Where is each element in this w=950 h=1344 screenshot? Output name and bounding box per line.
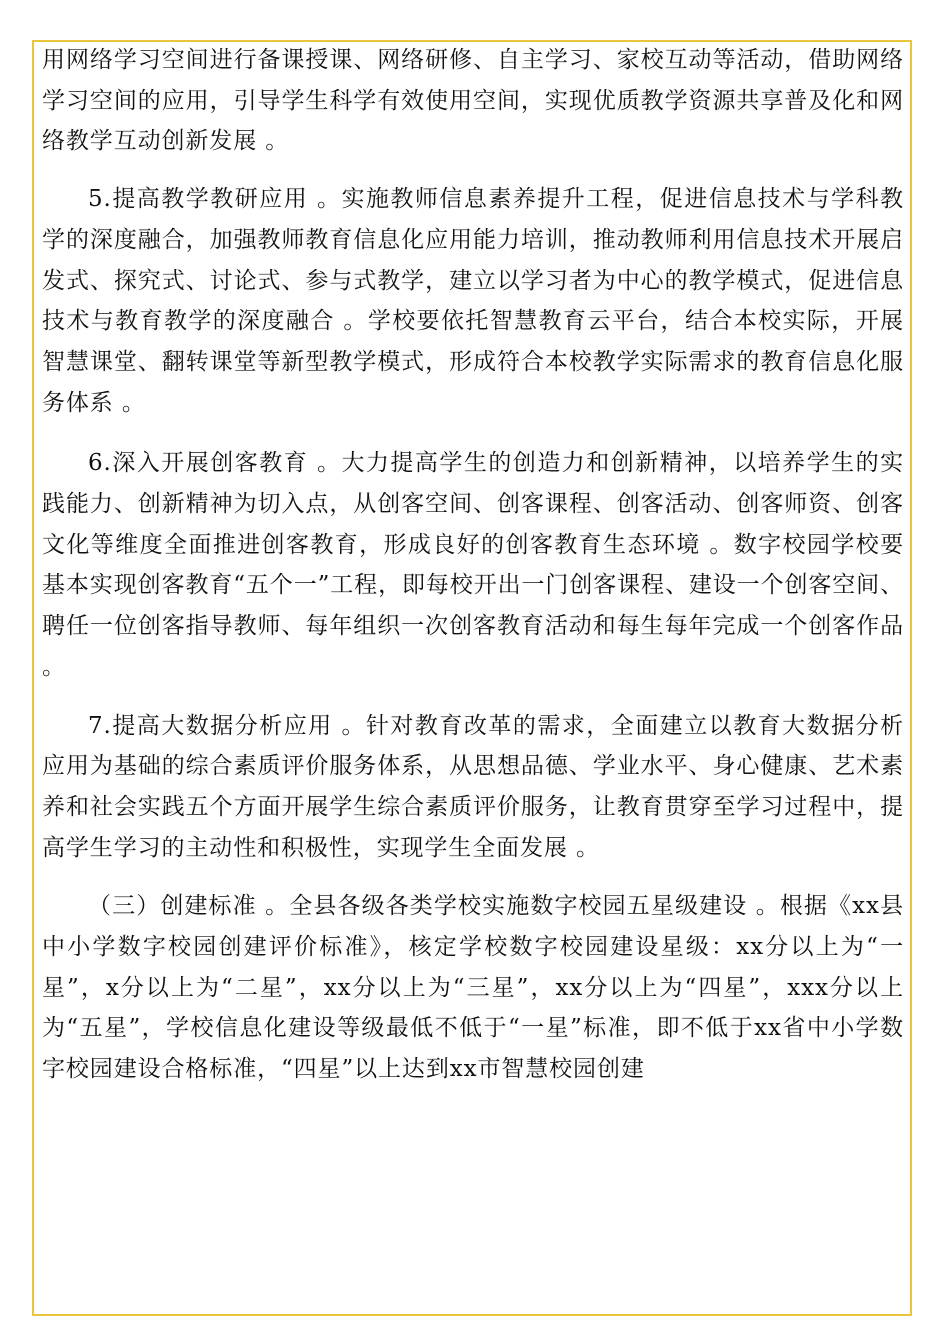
paragraph-3-standards: （三）创建标准 。全县各级各类学校实施数字校园五星级建设 。根据《xx县中小学数字校园创建评价标准》，核定学校数字校园建设星级：xx分以上为“一星”，x分以上为“二星”，xx分以上为“三星”，xx分以上为“四星”，xxx分以上为“五星”，学校信息化建设等级最低不低于“一星”标准，即不低于xx省中小学数字校园建设合格标准，“四星”以上达到xx市智慧校园创建 [42, 893, 904, 1083]
paragraph-continuation: 用网络学习空间进行备课授课、网络研修、自主学习、家校互动等活动，借助网络学习空间的应用，引导学生科学有效使用空间，实现优质教学资源共享普及化和网络教学互动创新发展 。 [42, 47, 904, 155]
document-body [42, 40, 904, 1090]
paragraph-6-maker-education: 6.深入开展创客教育 。大力提高学生的创造力和创新精神，以培养学生的实践能力、创新精神为切入点，从创客空间、创客课程、创客活动、创客师资、创客文化等维度全面推进创客教育，形成良好的创客教育生态环境 。数字校园学校要基本实现创客教育“五个一”工程，即每校开出一门创客课程、建设一个创客空间、聘任一位创客指导教师、每年组织一次创客教育活动和每生每年完成一个创客作品 。 [42, 450, 904, 680]
paragraph-5-teaching-research: 5.提高教学教研应用 。实施教师信息素养提升工程，促进信息技术与学科教学的深度融合，加强教师教育信息化应用能力培训，推动教师利用信息技术开展启发式、探究式、讨论式、参与式教学，建立以学习者为中心的教学模式，促进信息技术与教育教学的深度融合 。学校要依托智慧教育云平台，结合本校实际，开展智慧课堂、翻转课堂等新型教学模式，形成符合本校教学实际需求的教育信息化服务体系 。 [42, 186, 904, 416]
paragraph-7-big-data: 7.提高大数据分析应用 。针对教育改革的需求，全面建立以教育大数据分析应用为基础的综合素质评价服务体系，从思想品德、学业水平、身心健康、艺术素养和社会实践五个方面开展学生综合素质评价服务，让教育贯穿至学习过程中，提高学生学习的主动性和积极性，实现学生全面发展 。 [42, 712, 904, 861]
